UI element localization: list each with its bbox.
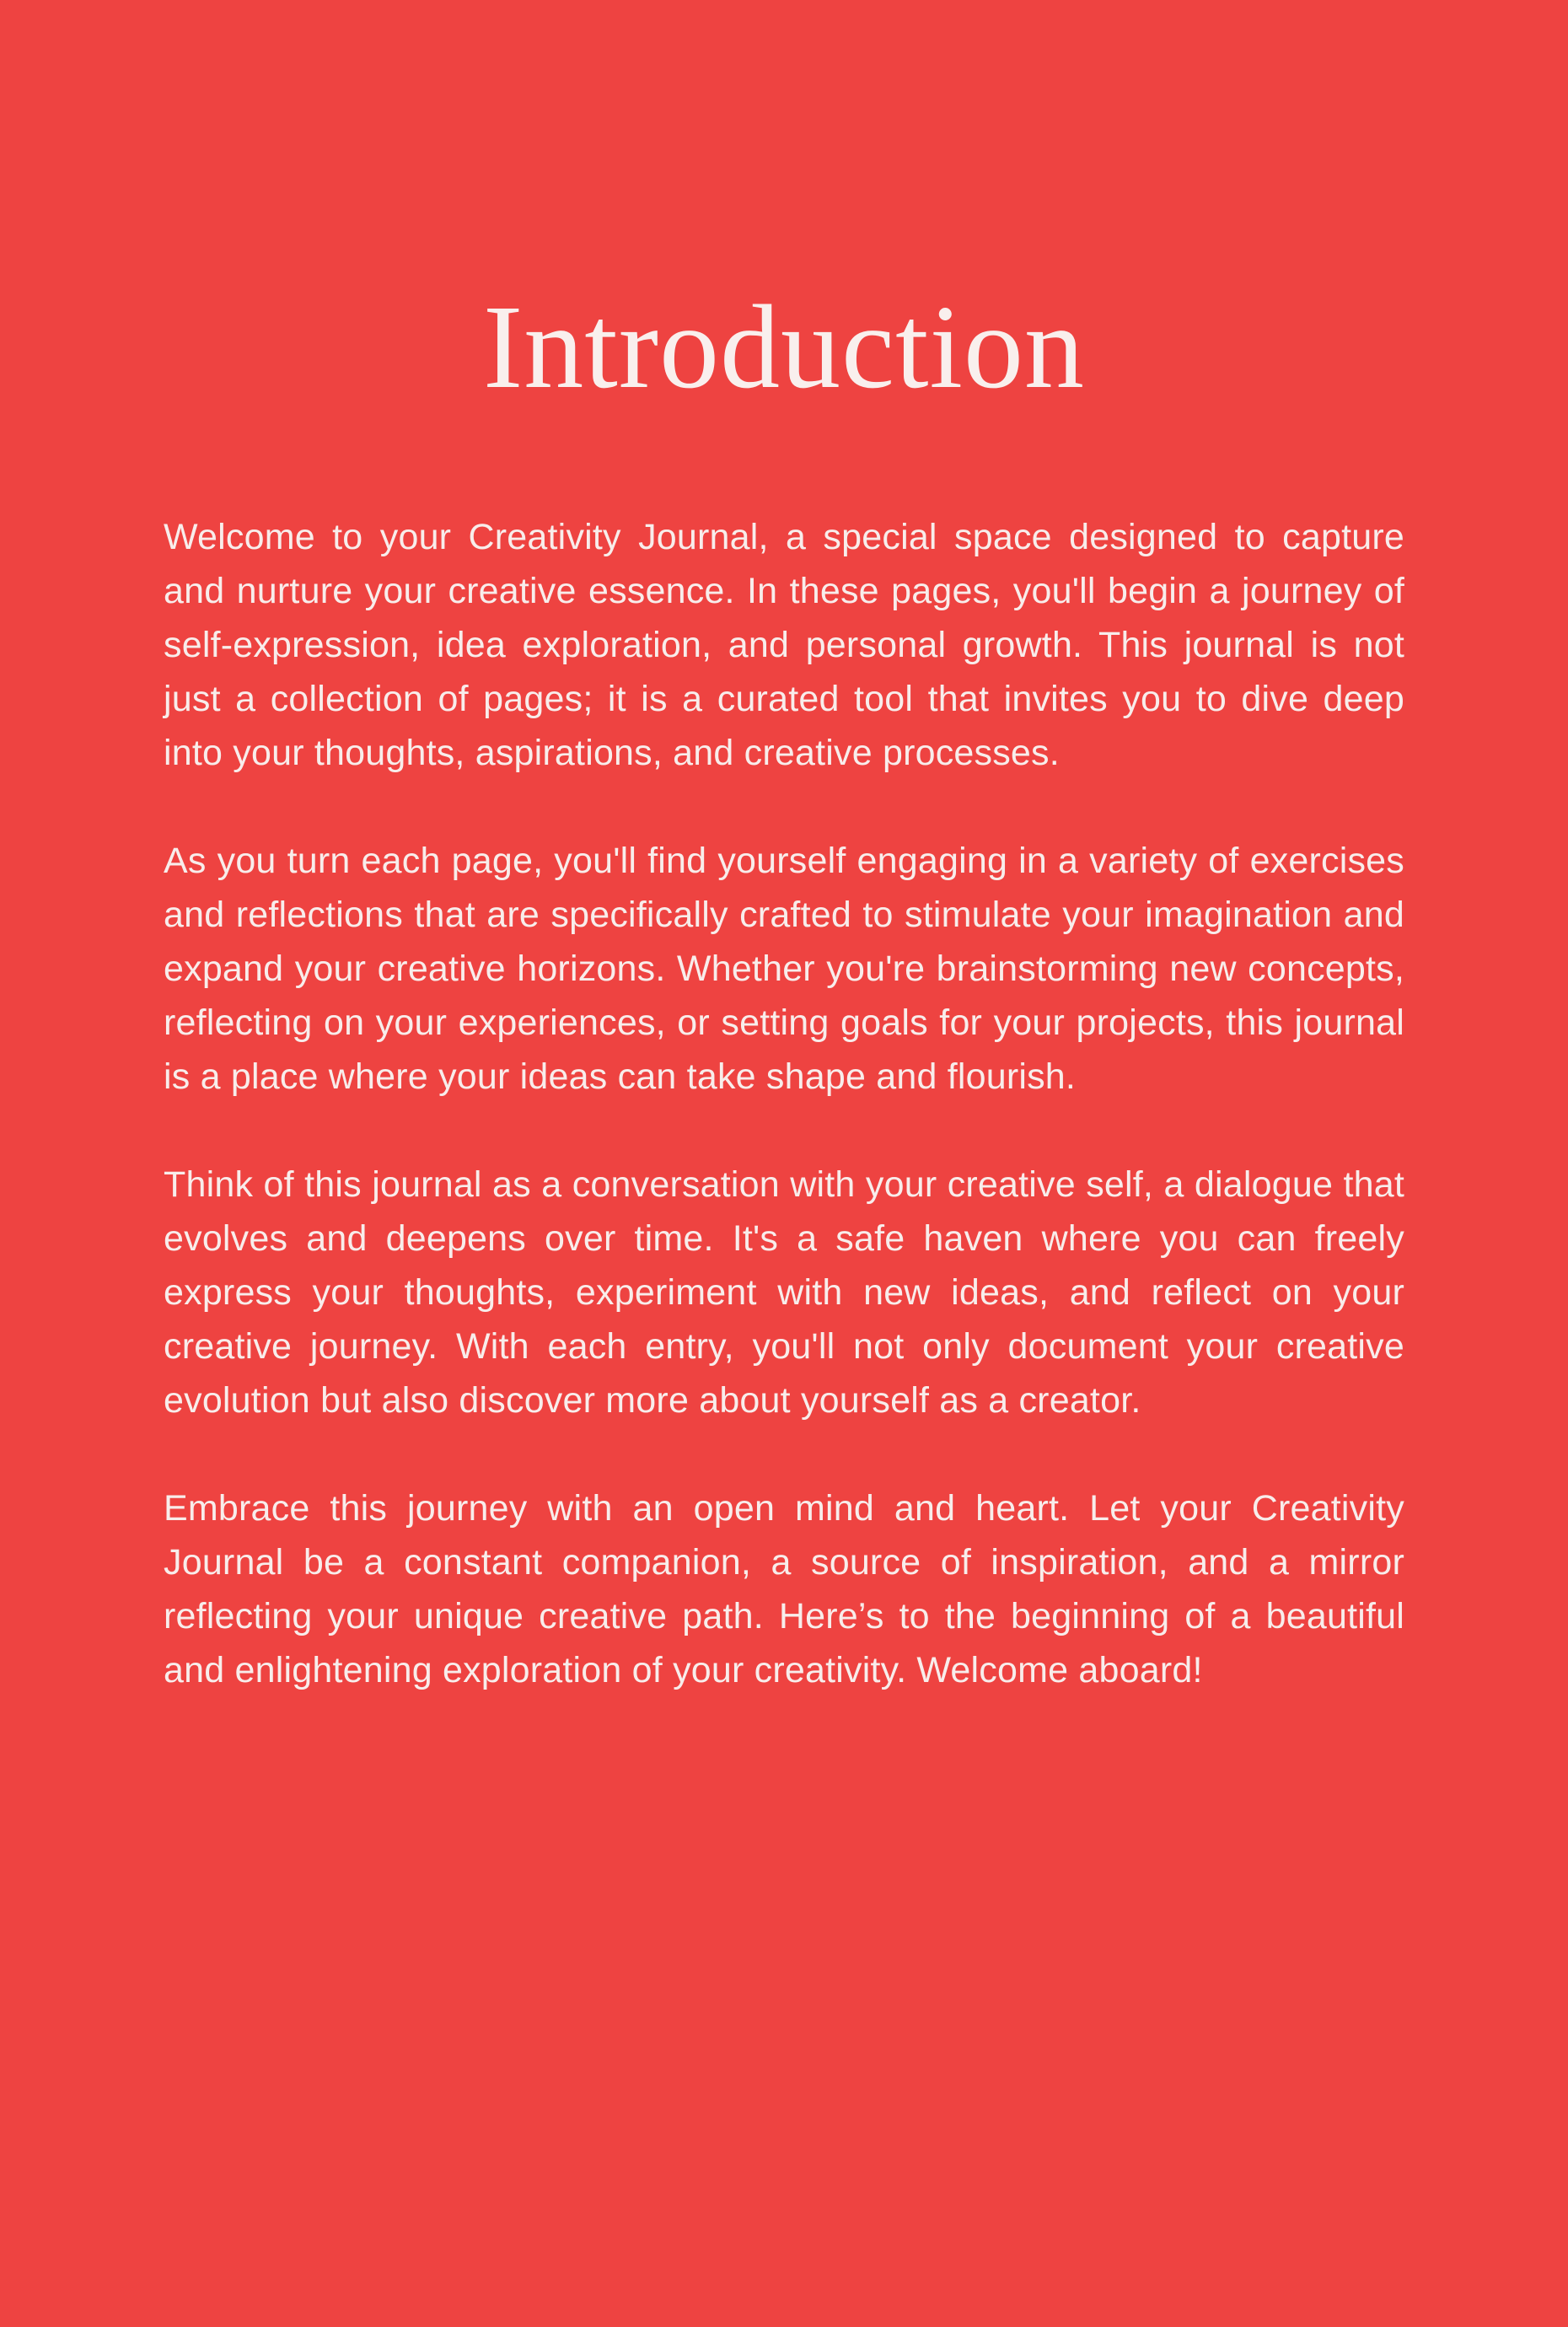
intro-paragraph-2: As you turn each page, you'll find yourself engaging in a variety of exercises and reflections that are specifically crafted to stimulate your imagination and expand your creative horizons. Whether you're brainstorming new concepts, reflecting on your experiences, or setting goals for your projects, this journal is a place where your ideas can take shape and flourish. — [164, 841, 1404, 1098]
intro-paragraph-3: Think of this journal as a conversation with your creative self, a dialogue that evolves and deepens over time. It's a safe haven where you can freely express your thoughts, experiment with new ideas, and reflect on your creative journey. With each entry, you'll not only document your creative evolution but also discover more about yourself as a creator. — [164, 1164, 1404, 1421]
page-title: Introduction — [483, 280, 1085, 413]
introduction-body — [164, 510, 1404, 1697]
intro-paragraph-1: Welcome to your Creativity Journal, a special space designed to capture and nurture your creative essence. In these pages, you'll begin a journey of self-expression, idea exploration, and personal growth. This journal is not just a collection of pages; it is a curated tool that invites you to dive deep into your thoughts, aspirations, and creative processes. — [164, 517, 1404, 774]
intro-paragraph-4: Embrace this journey with an open mind and heart. Let your Creativity Journal be a constant companion, a source of inspiration, and a mirror reflecting your unique creative path. Here’s to the beginning of a beautiful and enlightening exploration of your creativity. Welcome aboard! — [164, 1488, 1404, 1691]
